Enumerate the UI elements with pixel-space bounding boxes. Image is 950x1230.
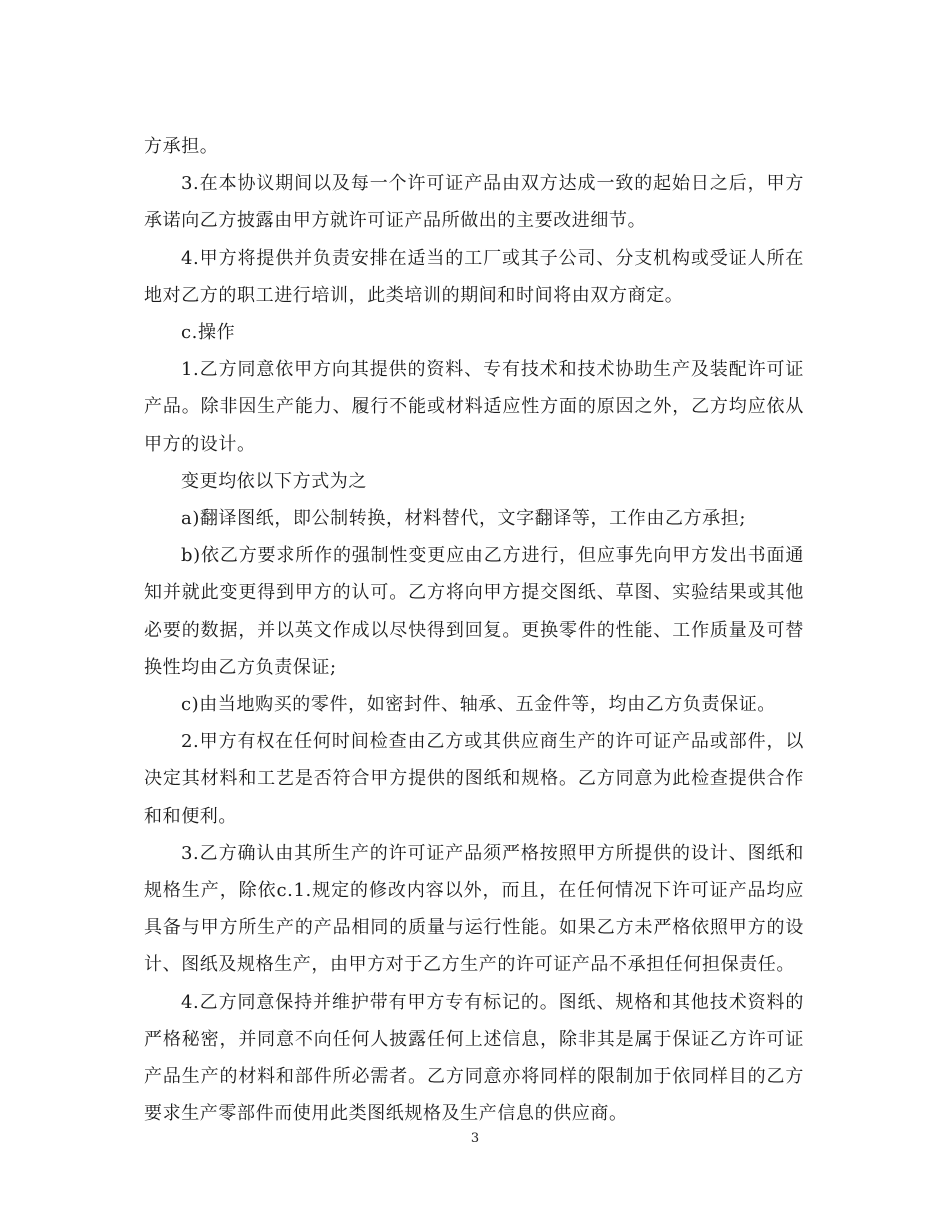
paragraph-clause-4-training: 4.甲方将提供并负责安排在适当的工厂或其子公司、分支机构或受证人所在地对乙方的职工进行培训，此类培训的期间和时间将由双方商定。 xyxy=(144,247,804,306)
paragraph-operation-clause-2: 2.甲方有权在任何时间检查由乙方或其供应商生产的许可证产品或部件，以决定其材料和工艺是否符合甲方提供的图纸和规格。乙方同意为此检查提供合作和和便利。 xyxy=(144,731,804,827)
paragraph-clause-3-improvements: 3.在本协议期间以及每一个许可证产品由双方达成一致的起始日之后，甲方承诺向乙方披露由甲方就许可证产品所做出的主要改进细节。 xyxy=(144,173,804,232)
section-heading-operation: c.操作 xyxy=(181,322,236,344)
paragraph-item-a: a)翻译图纸，即公制转换，材料替代，文字翻译等，工作由乙方承担; xyxy=(181,508,747,530)
paragraph-operation-clause-1: 1.乙方同意依甲方向其提供的资料、专有技术和技术协助生产及装配许可证产品。除非因生产能力、履行不能或材料适应性方面的原因之外，乙方均应依从甲方的设计。 xyxy=(144,359,804,455)
paragraph-operation-clause-4: 4.乙方同意保持并维护带有甲方专有标记的。图纸、规格和其他技术资料的严格秘密，并同意不向任何人披露任何上述信息，除非其是属于保证乙方许可证产品生产的材料和部件所必需者。乙方同意亦将同样的限制加于依同样目的乙方要求生产零部件而使用此类图纸规格及生产信息的供应商。 xyxy=(144,991,804,1125)
paragraph-continuation: 方承担。 xyxy=(144,136,219,157)
paragraph-operation-clause-3: 3.乙方确认由其所生产的许可证产品须严格按照甲方所提供的设计、图纸和规格生产，除依c.1.规定的修改内容以外，而且，在任何情况下许可证产品均应具备与甲方所生产的产品相同的质量与运行性能。如果乙方未严格依照甲方的设计、图纸及规格生产，由甲方对于乙方生产的许可证产品不承担任何担保责任。 xyxy=(144,842,804,976)
paragraph-item-c: c)由当地购买的零件，如密封件、轴承、五金件等，均由乙方负责保证。 xyxy=(181,694,776,716)
document-body xyxy=(144,128,804,1132)
page-number: 3 xyxy=(470,1131,480,1146)
paragraph-changes-intro: 变更均依以下方式为之 xyxy=(181,470,367,492)
paragraph-item-b: b)依乙方要求所作的强制性变更应由乙方进行，但应事先向甲方发出书面通知并就此变更得到甲方的认可。乙方将向甲方提交图纸、草图、实验结果或其他必要的数据，并以英文作成以尽快得到回复。更换零件的性能、工作质量及可替换性均由乙方负责保证; xyxy=(144,545,804,678)
